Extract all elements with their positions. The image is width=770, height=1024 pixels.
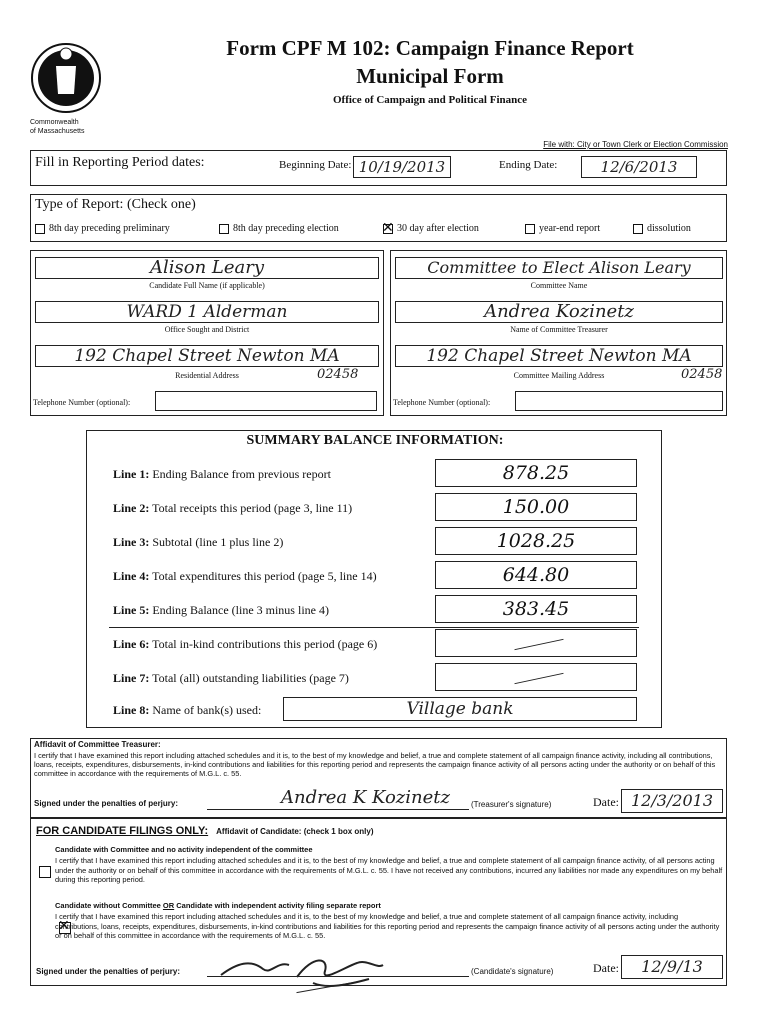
line-number: Line 2: [113,501,150,515]
line-5-value-field[interactable] [435,595,637,623]
summary-line-7 [113,671,349,686]
report-type-option-4[interactable] [633,223,691,234]
office-sought-value: WARD 1 Alderman [126,302,288,322]
bank-name-value: Village bank [406,699,514,719]
line-text: Total in-kind contributions this period (page 6) [152,637,378,651]
option-label: dissolution [647,223,691,234]
seal-caption-line2: of Massachusetts [30,128,85,135]
report-type-option-1[interactable] [219,223,339,234]
summary-balance-box [86,430,662,728]
treasurer-date-field[interactable] [621,789,723,813]
candidate-signature [217,949,387,994]
treasurer-affidavit-box [30,738,727,818]
committee-info-panel [390,250,727,416]
candidate-signed-label: Signed under the penalties of perjury: [36,967,181,976]
summary-divider [109,627,639,628]
report-type-option-2[interactable] [383,223,479,234]
form-subtitle: Municipal Form [356,64,504,88]
option-2-title-part-b: Candidate with independent activity filing separate report [174,901,381,910]
candidate-date-value: 12/9/13 [641,957,703,976]
residential-address-value: 192 Chapel Street Newton MA [74,346,340,366]
line-6-dash [514,639,563,650]
summary-line-5 [113,603,329,618]
residential-address-caption: Residential Address [175,371,239,380]
summary-line-2 [113,501,352,516]
treasurer-signature-line[interactable] [207,809,469,810]
office-sought-field[interactable] [35,301,379,323]
candidate-affidavit-hint: Affidavit of Candidate: (check 1 box only) [216,827,374,836]
candidate-option-2-title [55,901,381,910]
line-1-value-field[interactable] [435,459,637,487]
checkbox[interactable] [633,224,643,234]
form-title: Form CPF M 102: Campaign Finance Report [226,36,634,60]
line-2-value-field[interactable] [435,493,637,521]
residential-zip-value: 02458 [317,367,359,382]
committee-address-value: 192 Chapel Street Newton MA [426,346,692,366]
candidate-filings-title: FOR CANDIDATE FILINGS ONLY: [36,825,209,837]
line-4-value: 644.80 [502,564,570,586]
committee-name-caption: Committee Name [530,281,588,290]
line-text: Subtotal (line 1 plus line 2) [152,535,284,549]
line-text: Ending Balance (line 3 minus line 4) [152,603,329,617]
line-number: Line 7: [113,671,150,685]
line-3-value-field[interactable] [435,527,637,555]
line-7-value-field[interactable] [435,663,637,691]
report-type-option-3[interactable] [525,223,600,234]
treasurer-signed-label: Signed under the penalties of perjury: [34,799,179,808]
candidate-option-1-checkbox[interactable] [39,866,51,878]
line-number: Line 8: [113,703,150,717]
summary-line-3 [113,535,283,550]
option-label: 8th day preceding election [233,223,339,234]
line-5-value: 383.45 [502,598,570,620]
period-label: Fill in Reporting Period dates: [35,155,205,170]
candidate-filings-header [36,821,374,839]
checkbox[interactable] [525,224,535,234]
treasurer-name-field[interactable] [395,301,723,323]
summary-line-4 [113,569,377,584]
treasurer-date-label: Date: [593,795,619,809]
treasurer-date-value: 12/3/2013 [630,791,714,810]
report-type-option-0[interactable] [35,223,170,234]
candidate-name-field[interactable] [35,257,379,279]
checkbox[interactable] [35,224,45,234]
checkbox-checked[interactable] [383,224,393,234]
committee-zip-value: 02458 [681,367,723,382]
line-text: Total expenditures this period (page 5, line 14) [152,569,377,583]
seal-caption [30,118,100,136]
committee-phone-field[interactable] [515,391,723,411]
begin-date-label: Beginning Date: [279,159,352,171]
end-date-field[interactable] [581,156,697,178]
line-6-value-field[interactable] [435,629,637,657]
line-number: Line 5: [113,603,150,617]
line-7-dash [514,673,563,684]
file-with-note: File with: City or Town Clerk or Election Commission [543,140,728,149]
line-number: Line 4: [113,569,150,583]
option-2-title-or: OR [162,901,175,910]
option-label: 30 day after election [397,223,479,234]
committee-name-field[interactable] [395,257,723,279]
line-text: Total (all) outstanding liabilities (page 7) [152,671,349,685]
treasurer-affidavit-title: Affidavit of Committee Treasurer: [34,740,161,749]
candidate-name-caption: Candidate Full Name (if applicable) [149,281,265,290]
report-type-box [30,194,727,242]
summary-title: SUMMARY BALANCE INFORMATION: [246,433,504,448]
candidate-name-value: Alison Leary [149,257,264,278]
candidate-option-2-body: I certify that I have examined this report including attached schedules and it is, to the best of my knowledge and belief, a true and complete statement of all campaign finance activity, including contributions, loans, receipts, expenditures, disbursements, in-kind contributions and liabilities for this reporting period and represents the campaign finance activity of all persons acting under the authority or on behalf of this committee in accordance with the requirements of M.G.L. c. 55. [55,912,720,940]
line-2-value: 150.00 [502,496,570,518]
option-2-title-part-a: Candidate without Committee [55,901,163,910]
checkbox[interactable] [219,224,229,234]
candidate-filings-box [30,818,727,986]
line-text: Total receipts this period (page 3, line 11) [152,501,353,515]
report-type-label: Type of Report: (Check one) [35,197,196,212]
treasurer-sig-caption: (Treasurer's signature) [471,800,552,809]
candidate-option-1-body: I certify that I have examined this report including attached schedules and it is, to the best of my knowledge and belief, a true and complete statement of all campaign finance activity, of all persons acting under the authority or on behalf of this committee in accordance with the requirements of M.G.L. c. 55. I have not received any contributions, incurred any liabilities nor made any expenditures on my behalf during this reporting period. [55,856,723,884]
end-date-value: 12/6/2013 [600,158,678,176]
end-date-label: Ending Date: [499,159,558,171]
state-seal [30,38,102,116]
candidate-info-panel [30,250,384,416]
candidate-phone-label: Telephone Number (optional): [33,398,131,407]
summary-line-8 [113,703,261,718]
line-number: Line 3: [113,535,150,549]
option-label: 8th day preceding preliminary [49,223,170,234]
seal-caption-line1: Commonwealth [30,119,79,126]
summary-line-1 [113,467,331,482]
begin-date-value: 10/19/2013 [358,158,446,176]
line-number: Line 6: [113,637,150,651]
line-4-value-field[interactable] [435,561,637,589]
reporting-period-box [30,150,727,186]
summary-line-6 [113,637,377,652]
residential-address-field[interactable] [35,345,379,367]
treasurer-name-value: Andrea Kozinetz [484,301,634,322]
line-text: Ending Balance from previous report [152,467,331,481]
candidate-date-label: Date: [593,961,619,975]
line-number: Line 1: [113,467,150,481]
committee-name-value: Committee to Elect Alison Leary [427,258,691,277]
committee-address-field[interactable] [395,345,723,367]
line-1-value: 878.25 [502,462,570,484]
candidate-sig-caption: (Candidate's signature) [471,967,554,976]
option-label: year-end report [539,223,601,234]
treasurer-name-caption: Name of Committee Treasurer [510,325,608,334]
office-name: Office of Campaign and Political Finance [332,94,527,106]
begin-date-field[interactable] [353,156,451,178]
line-3-value: 1028.25 [496,530,576,552]
bank-name-field[interactable] [283,697,637,721]
treasurer-affidavit-body: I certify that I have examined this report including attached schedules and it is, to the best of my knowledge and belief, a true and complete statement of all campaign finance activity, including all contributions, loans, receipts, expenditures, disbursements, in-kind contributions and liabilities for this reporting period and represents the campaign finance activity of all persons acting under the authority or on behalf of this committee in accordance with the requirements of M.G.L. c. 55. [34,751,716,778]
committee-address-caption: Committee Mailing Address [513,371,605,380]
committee-phone-label: Telephone Number (optional): [393,398,491,407]
candidate-phone-field[interactable] [155,391,377,411]
office-sought-caption: Office Sought and District [164,325,250,334]
line-text: Name of bank(s) used: [152,703,262,717]
candidate-option-1-title: Candidate with Committee and no activity independent of the committee [55,845,313,854]
candidate-date-field[interactable] [621,955,723,979]
treasurer-signature: Andrea K Kozinetz [281,787,450,808]
